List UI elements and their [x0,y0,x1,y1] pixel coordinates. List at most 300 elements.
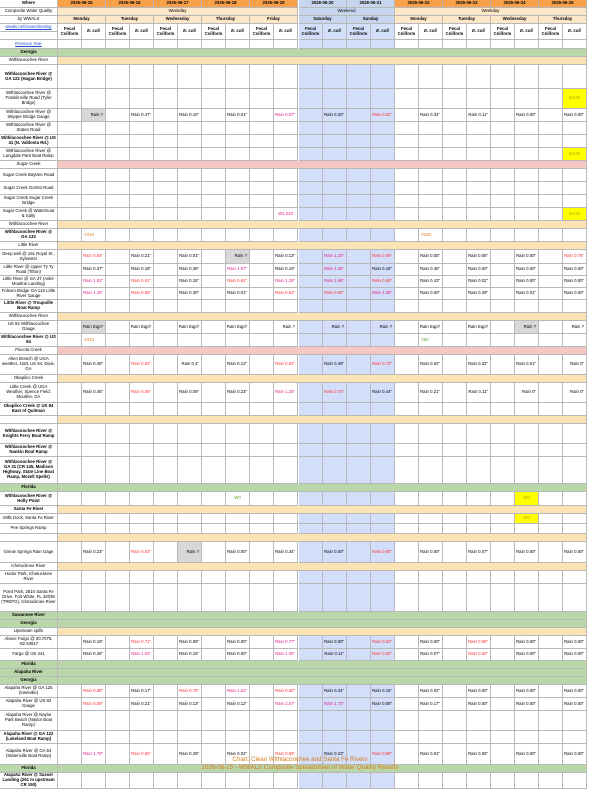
ecoli-value [226,457,250,484]
fecal-value [395,524,419,534]
fecal-value [202,649,226,661]
location-name: Little River @ Upper Ty Ty Road (Tifton) [0,264,58,276]
ecoli-value: V210 [82,334,106,347]
section-band [58,242,587,250]
ecoli-value: Rain 0.44" [371,383,395,403]
section-band [58,628,587,636]
ecoli-value: Rain 0.01" [178,250,202,264]
ecoli-value: Rain 1.73" [323,698,347,711]
ecoli-value [371,731,395,744]
ecoli-value: Rain 0.23" [82,542,106,563]
ecoli-header: E. coli [178,24,202,40]
ecoli-value [130,229,154,242]
fecal-value [58,584,82,612]
fecal-value [491,542,515,563]
fecal-label: Fecal [401,25,412,31]
fecal-value [539,355,563,375]
ecoli-value: Rain 0.34" [419,109,443,122]
fecal-value [106,685,130,698]
fecal-value [443,65,467,89]
ecoli-value [467,731,491,744]
fecal-value [443,444,467,457]
ecoli-value: Rain 0" [563,383,587,403]
fecal-value [58,731,82,744]
fecal-value [250,636,274,649]
fecal-value [202,571,226,584]
ecoli-value: Rain 0.54" [274,288,298,300]
fecal-value [443,457,467,484]
fecal-value [250,65,274,89]
ecoli-value [274,195,298,208]
fecal-value [395,649,419,661]
fecal-value [250,492,274,506]
ecoli-value: Rain 1.79" [82,744,106,765]
ecoli-value [178,584,202,612]
fecal-label: Coliform [252,30,271,36]
fecal-value [347,711,371,731]
ecoli-value [467,571,491,584]
fecal-value [443,122,467,135]
fecal-coliform-header [106,24,130,40]
ecoli-value [419,457,443,484]
cell [323,40,347,49]
fecal-value [106,321,130,334]
fecal-value [347,195,371,208]
ecoli-value [467,148,491,161]
ecoli-value: Rain 0.89" [82,698,106,711]
ecoli-value [274,300,298,313]
ecoli-value: Rain 0.00" [226,636,250,649]
ecoli-header: E. coli [563,24,587,40]
section-label: Suwannee River [0,612,58,620]
fecal-value [539,773,563,789]
ecoli-value: Rain 1.08" [371,288,395,300]
previous-year-link[interactable]: Previous Year [0,40,58,49]
fecal-value [154,524,178,534]
fecal-value [395,195,419,208]
cell [395,40,419,49]
ecoli-value: Rain 0.21" [130,698,154,711]
ecoli-value: Rain 0.12" [226,698,250,711]
ecoli-value [178,492,202,506]
fecal-value [395,444,419,457]
ecoli-value [515,300,539,313]
ecoli-value: Rain 0.02" [419,355,443,375]
ecoli-value [563,135,587,148]
fecal-value [299,334,323,347]
fecal-value [58,685,82,698]
ecoli-value [467,444,491,457]
fecal-value [58,208,82,221]
day-header: Tuesday [106,16,154,24]
ecoli-value [467,300,491,313]
fecal-value [395,571,419,584]
ecoli-value: Rain Eqp? [178,321,202,334]
ecoli-value: Rain 0.15" [371,685,395,698]
fecal-value [250,122,274,135]
ecoli-value: Rain 1.04" [130,649,154,661]
ecoli-value [563,444,587,457]
ecoli-value: Rain 0.02" [467,276,491,288]
ecoli-value: Rain 0.49" [82,355,106,375]
fecal-value [539,264,563,276]
ecoli-value [226,208,250,221]
section-band [58,677,587,685]
ecoli-value [274,135,298,148]
ecoli-value [563,524,587,534]
ecoli-value: Rain 0.11" [467,109,491,122]
fecal-value [491,229,515,242]
fecal-value [58,264,82,276]
ecoli-value [178,135,202,148]
ecoli-value [563,571,587,584]
ecoli-value: Rain 0.19" [82,636,106,649]
ecoli-value [323,731,347,744]
ecoli-value [274,334,298,347]
ecoli-value [515,524,539,534]
ecoli-value: Rain Eqp? [226,321,250,334]
ecoli-value [419,571,443,584]
ecoli-value [274,524,298,534]
fecal-label: Coliform [445,30,464,36]
ecoli-value [419,524,443,534]
ecoli-value: Rain 0.63" [130,542,154,563]
ecoli-value: Rain 0.00" [515,109,539,122]
fecal-value [299,457,323,484]
fecal-label: Fecal [160,25,171,31]
location-name: Withlacoochee River @ Knights Ferry Boat Ramp [0,424,58,444]
fecal-value [106,182,130,195]
ecoli-value: Rain ? [178,542,202,563]
fecal-label: Fecal [305,25,316,31]
fecal-value [539,685,563,698]
ecoli-value: Rain Eqp? [419,321,443,334]
fecal-value [539,182,563,195]
ecoli-value: Rain ? [563,321,587,334]
fecal-value [539,424,563,444]
fecal-value [539,542,563,563]
ecoli-value [563,403,587,416]
location-name: Hodor Park, Ichetucknee River [0,571,58,584]
ecoli-value: Rain 0.00" [563,685,587,698]
ecoli-header: E. coli [419,24,443,40]
fecal-value [539,122,563,135]
fecal-label: Fecal [545,25,556,31]
fecal-value [539,444,563,457]
ecoli-value [467,122,491,135]
fecal-value [395,148,419,161]
fecal-value [395,135,419,148]
fecal-value [154,424,178,444]
cell [515,40,539,49]
ecoli-value: Rain ? [371,321,395,334]
ecoli-value [82,148,106,161]
fecal-value [539,148,563,161]
ecoli-value [515,424,539,444]
section-band [58,49,587,57]
ecoli-value [371,65,395,89]
fecal-value [250,321,274,334]
ecoli-value [130,731,154,744]
ecoli-value [323,135,347,148]
fecal-value [347,250,371,264]
ecoli-value: Rain 0.29" [467,288,491,300]
fecal-value [202,169,226,182]
ecoli-value [130,208,154,221]
fecal-value [58,424,82,444]
ecoli-value [371,182,395,195]
fecal-value [539,169,563,182]
fecal-value [250,571,274,584]
ecoli-value: Rain ? [323,321,347,334]
fecal-value [347,264,371,276]
ecoli-value [371,195,395,208]
fecal-value [154,288,178,300]
ecoli-value: Rain 0.02" [226,744,250,765]
ecoli-value: Rain 0.23" [323,744,347,765]
fecal-value [58,169,82,182]
ecoli-value [274,182,298,195]
fecal-value [106,383,130,403]
fecal-value [154,542,178,563]
ecoli-value: Rain 0.00" [563,276,587,288]
ecoli-value [467,195,491,208]
ecoli-value [467,524,491,534]
section-band [58,347,587,355]
fecal-value [299,571,323,584]
ecoli-value: Rain 0.53" [371,636,395,649]
fecal-value [299,584,323,612]
ecoli-value [274,492,298,506]
fecal-value [443,514,467,524]
fecal-value [299,731,323,744]
ecoli-value [515,122,539,135]
fecal-value [154,229,178,242]
ecoli-value: Rain 0.00" [467,698,491,711]
section-label: Florida [0,484,58,492]
fecal-value [347,89,371,109]
fecal-value [299,276,323,288]
fecal-value [395,424,419,444]
fecal-value [202,321,226,334]
ecoli-value [323,334,347,347]
ecoli-value: Rain 0.18" [130,264,154,276]
fecal-value [250,711,274,731]
fecal-value [347,355,371,375]
fecal-value [395,698,419,711]
ecoli-value [515,148,539,161]
ecoli-value [178,65,202,89]
fecal-value [154,444,178,457]
ecoli-value: Rain 0.52" [371,109,395,122]
ecoli-value [323,403,347,416]
ecoli-value [563,122,587,135]
fecal-value [395,334,419,347]
fecal-value [491,649,515,661]
ecoli-value [515,195,539,208]
fecal-value [202,542,226,563]
fecal-value [58,773,82,789]
location-name: Sugar Creek @ WaterGoat & Salty [0,208,58,221]
fecal-value [106,229,130,242]
ecoli-value [371,208,395,221]
fecal-value [443,321,467,334]
fecal-label: Coliform [156,30,175,36]
fecal-value [154,334,178,347]
ecoli-value [130,444,154,457]
fecal-value [347,773,371,789]
fecal-value [202,195,226,208]
ecoli-value: Rain 0.00" [563,744,587,765]
fecal-value [250,300,274,313]
ecoli-value [323,424,347,444]
fecal-label: Coliform [301,30,320,36]
ecoli-value [130,584,154,612]
section-label: Georgia [0,49,58,57]
fecal-value [250,334,274,347]
ecoli-header: E. coli [130,24,154,40]
ecoli-value [178,300,202,313]
ecoli-value: Rain 0.00" [563,288,587,300]
ecoli-value: Rain 1.67" [226,264,250,276]
fecal-value [299,492,323,506]
ecoli-value [226,571,250,584]
fecal-value [491,524,515,534]
fecal-value [58,492,82,506]
ecoli-value [226,169,250,182]
fecal-value [299,649,323,661]
ecoli-value: W133 [563,148,587,161]
ecoli-value: Rain 0.11" [467,383,491,403]
fecal-value [250,457,274,484]
ecoli-value: Rain 0.00" [563,698,587,711]
fecal-value [106,65,130,89]
ecoli-value [467,169,491,182]
fecal-value [58,321,82,334]
ecoli-value: Rain 0.60" [274,685,298,698]
ecoli-header: E. coli [82,24,106,40]
footer-chart-title: Chart: Clean Withlacoochee and Santa Fe Rivers [232,756,368,763]
section-band [58,661,587,669]
fecal-value [491,334,515,347]
fecal-value [106,424,130,444]
ecoli-value [323,182,347,195]
location-name: Deep well @ 161 Royal St., Sylvester [0,250,58,264]
ecoli-value [274,65,298,89]
testing-link[interactable]: wwals.net/issues/testing [0,24,58,32]
fecal-value [347,492,371,506]
fecal-value [395,264,419,276]
location-name: Withlacoochee River @ Nankin Boat Ramp [0,444,58,457]
where-heading: Where [0,0,58,8]
day-header: Tuesday [443,16,491,24]
ecoli-value [82,195,106,208]
footer-subtitle: 2026-06-25 --WWALS Composite Spreadsheet of Water Quality Results [201,764,399,771]
fecal-value [395,403,419,416]
ecoli-value: Rain 0.76" [563,250,587,264]
ecoli-value: Rain 0.21" [130,250,154,264]
fecal-value [299,636,323,649]
fecal-value [491,355,515,375]
fecal-value [154,182,178,195]
ecoli-value [515,229,539,242]
fecal-label: Fecal [112,25,123,31]
fecal-value [347,122,371,135]
ecoli-value [419,300,443,313]
fecal-value [202,148,226,161]
day-header: Monday [395,16,443,24]
ecoli-value [419,403,443,416]
fecal-value [539,571,563,584]
ecoli-value [82,514,106,524]
ecoli-value [274,514,298,524]
ecoli-value: Rain 0.51" [130,276,154,288]
ecoli-value [515,731,539,744]
fecal-value [491,731,515,744]
location-name: Mills Dock, Santa Fe River [0,514,58,524]
ecoli-value: Rain 0.00" [515,685,539,698]
fecal-value [58,229,82,242]
ecoli-value [323,229,347,242]
ecoli-value [323,571,347,584]
ecoli-value [563,731,587,744]
group-weekday: Weekday [58,8,298,16]
ecoli-value [563,773,587,789]
ecoli-value [419,711,443,731]
ecoli-value [563,65,587,89]
fecal-value [347,636,371,649]
ecoli-value [178,731,202,744]
fecal-value [299,182,323,195]
fecal-value [539,636,563,649]
fecal-value [491,109,515,122]
fecal-value [106,731,130,744]
fecal-value [58,122,82,135]
fecal-value [106,334,130,347]
ecoli-value [130,195,154,208]
fecal-value [250,264,274,276]
fecal-value [299,685,323,698]
fecal-value [58,288,82,300]
fecal-value [539,584,563,612]
fecal-value [58,444,82,457]
fecal-value [491,122,515,135]
fecal-value [443,636,467,649]
ecoli-value [226,182,250,195]
ecoli-value: Rain 0.77" [274,636,298,649]
section-band [58,620,587,628]
fecal-value [202,122,226,135]
ecoli-value: Rain 0.56" [130,744,154,765]
fecal-value [347,300,371,313]
ecoli-value [323,195,347,208]
ecoli-value [419,444,443,457]
ecoli-value: Rain 0.15" [178,276,202,288]
ecoli-value [178,182,202,195]
ecoli-value: Rain 1.35" [323,264,347,276]
ecoli-value [515,135,539,148]
fecal-value [395,542,419,563]
ecoli-value [323,122,347,135]
ecoli-value: Rain 0.17" [130,685,154,698]
ecoli-value [82,711,106,731]
fecal-value [395,457,419,484]
ecoli-value: Rain 0.15" [178,649,202,661]
fecal-value [395,288,419,300]
ecoli-value [563,300,587,313]
fecal-value [58,698,82,711]
ecoli-value [467,424,491,444]
